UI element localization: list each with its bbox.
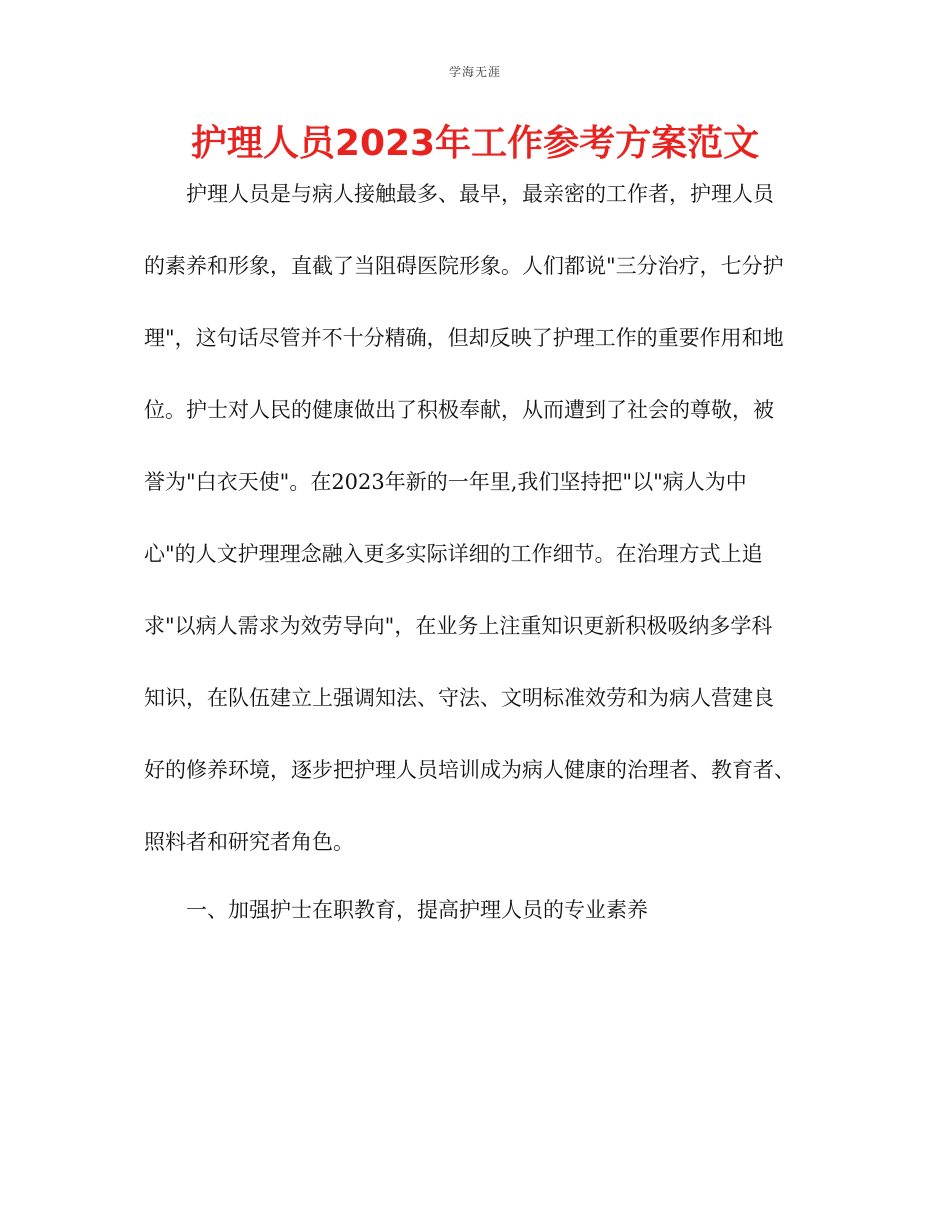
paragraph-line-2: 的素养和形象，直截了当阻碍医院形象。人们都说"三分治疗，七分护 bbox=[144, 254, 784, 278]
paragraph-line-3: 理"，这句话尽管并不十分精确，但却反映了护理工作的重要作用和地 bbox=[144, 326, 784, 350]
paragraph-line-5: 誉为"白衣天使"。在2023年新的一年里,我们坚持把"以"病人为中 bbox=[144, 470, 747, 494]
paragraph-line-7: 求"以病人需求为效劳导向"，在业务上注重知识更新积极吸纳多学科 bbox=[144, 614, 773, 638]
paragraph-line-4: 位。护士对人民的健康做出了积极奉献，从而遭到了社会的尊敬，被 bbox=[144, 398, 774, 422]
paragraph-line-6: 心"的人文护理理念融入更多实际详细的工作细节。在治理方式上追 bbox=[144, 542, 763, 566]
paragraph-line-1: 护理人员是与病人接触最多、最早，最亲密的工作者，护理人员 bbox=[186, 182, 774, 206]
section-heading-1: 一、加强护士在职教育，提高护理人员的专业素养 bbox=[186, 898, 648, 922]
document-title: 护理人员2023年工作参考方案范文 bbox=[190, 123, 760, 164]
page-header: 学海无涯 bbox=[448, 65, 501, 79]
paragraph-line-8: 知识，在队伍建立上强调知法、守法、文明标准效劳和为病人营建良 bbox=[144, 686, 774, 710]
paragraph-line-9: 好的修养环境，逐步把护理人员培训成为病人健康的治理者、教育者、 bbox=[144, 758, 795, 782]
paragraph-line-10: 照料者和研究者角色。 bbox=[144, 830, 354, 854]
